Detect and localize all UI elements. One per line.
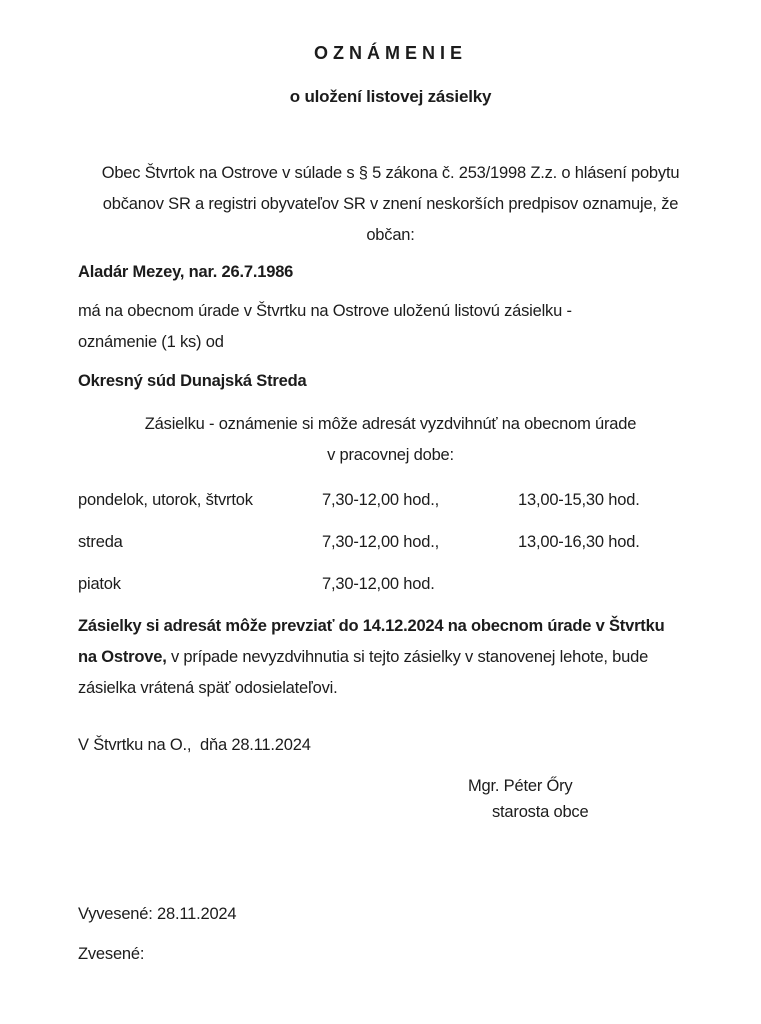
day-cell: pondelok, utorok, štvrtok [78, 491, 253, 509]
addressee-name-line: Aladár Mezey, nar. 26.7.1986 [78, 263, 294, 281]
removed-date-line: Zvesené: [78, 945, 145, 963]
afternoon-hours-cell [518, 569, 703, 600]
deadline-bold-text: Zásielky si adresát môže prevziať do 14.12.2024 na obecnom úrade v Štvrtku [78, 617, 665, 635]
signer-name: Mgr. Péter Őry [468, 777, 573, 795]
document-subtitle: o uložení listovej zásielky [289, 87, 492, 106]
deadline-regular-text: v prípade nevyzdvihnutia si tejto zásielky v stanovenej lehote, bude [166, 648, 649, 666]
morning-hours-cell: 7,30-12,00 hod. [322, 575, 435, 593]
afternoon-hours-cell: 13,00-15,30 hod. [518, 491, 640, 509]
storage-paragraph [78, 296, 703, 358]
deadline-paragraph [78, 611, 703, 704]
storage-line-2: oznámenie (1 ks) od [78, 333, 224, 351]
table-row [78, 569, 703, 600]
deadline-line-1 [78, 611, 703, 642]
table-row [78, 485, 703, 516]
table-row [78, 527, 703, 558]
signature-block [468, 773, 703, 825]
afternoon-hours-cell: 13,00-16,30 hod. [518, 533, 640, 551]
intro-line-1: Obec Štvrtok na Ostrove v súlade s § 5 zákona č. 253/1998 Z.z. o hlásení pobytu [101, 164, 680, 182]
deadline-bold-text: na Ostrove, [78, 648, 167, 666]
pickup-paragraph [78, 409, 703, 471]
opening-hours-table [78, 485, 703, 600]
sender-name-line: Okresný súd Dunajská Streda [78, 372, 307, 390]
signer-title: starosta obce [492, 803, 589, 821]
storage-line-1: má na obecnom úrade v Štvrtku na Ostrove uloženú listovú zásielku - [78, 302, 572, 320]
morning-hours-cell: 7,30-12,00 hod., [322, 491, 439, 509]
place-date-line: V Štvrtku na O., dňa 28.11.2024 [78, 736, 311, 754]
intro-paragraph [78, 158, 703, 251]
day-cell: streda [78, 533, 123, 551]
morning-hours-cell: 7,30-12,00 hod., [322, 533, 439, 551]
document-title: OZNÁMENIE [314, 43, 467, 63]
posted-date-line: Vyvesené: 28.11.2024 [78, 905, 237, 923]
intro-line-2: občanov SR a registri obyvateľov SR v znení neskorších predpisov oznamuje, že [102, 195, 679, 213]
pickup-line-1: Zásielku - oznámenie si môže adresát vyzdvihnúť na obecnom úrade [144, 415, 637, 433]
intro-line-3: občan: [366, 226, 415, 244]
pickup-line-2: v pracovnej dobe: [327, 446, 454, 464]
deadline-line-3: zásielka vrátená späť odosielateľovi. [78, 679, 338, 697]
deadline-line-2 [78, 642, 703, 673]
day-cell: piatok [78, 575, 121, 593]
